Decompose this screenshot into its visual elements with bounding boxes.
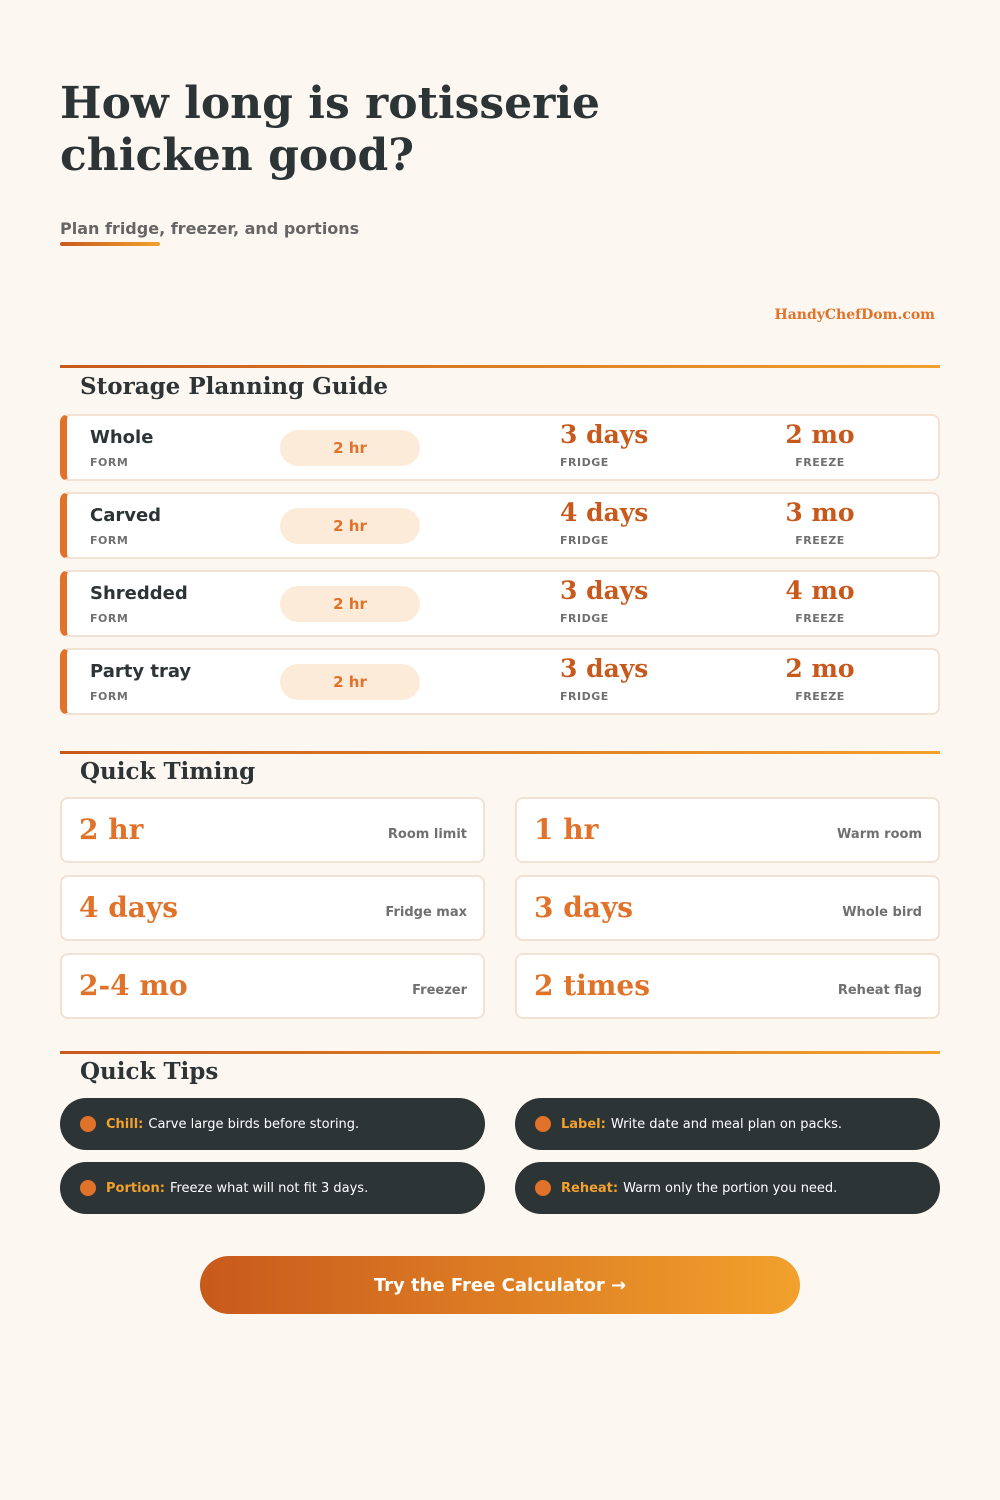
storage-row-whole [60, 414, 940, 481]
page-title: How long is rotisserie chicken good? [60, 78, 601, 181]
storage-section-divider [60, 365, 940, 368]
tip-label: Label: [561, 1116, 606, 1132]
tip-text: Carve large birds before storing. [148, 1116, 360, 1132]
form-label: FORM [90, 456, 129, 469]
fridge-label: FRIDGE [560, 690, 609, 703]
fridge-value: 4 days [560, 498, 649, 527]
timing-section-title: Quick Timing [80, 758, 256, 785]
timing-label: Fridge max [385, 905, 467, 920]
timing-value: 3 days [534, 891, 633, 924]
timing-value: 1 hr [534, 813, 599, 846]
tip-label: Reheat: [561, 1180, 619, 1196]
timing-label: Room limit [387, 827, 467, 842]
bullet-dot-icon [535, 1180, 551, 1196]
timing-card-freezer [60, 953, 485, 1019]
fridge-value: 3 days [560, 576, 649, 605]
form-name: Carved [90, 505, 162, 526]
timing-card-fridge-max [60, 875, 485, 941]
free-calculator-button[interactable]: Try the Free Calculator → [200, 1256, 800, 1314]
room-time-pill: 2 hr [280, 586, 420, 622]
form-label: FORM [90, 612, 129, 625]
freeze-label: FREEZE [795, 612, 845, 625]
timing-value: 2 times [534, 969, 651, 1002]
freeze-label: FREEZE [795, 690, 845, 703]
form-name: Shredded [90, 583, 188, 604]
fridge-label: FRIDGE [560, 456, 609, 469]
room-time-pill: 2 hr [280, 430, 420, 466]
room-time-pill: 2 hr [280, 664, 420, 700]
timing-card-warm-room [515, 797, 940, 863]
freeze-label: FREEZE [795, 456, 845, 469]
tip-label-packs [515, 1098, 940, 1150]
tips-section-divider [60, 1051, 940, 1054]
timing-label: Whole bird [842, 905, 922, 920]
fridge-value: 3 days [560, 654, 649, 683]
bullet-dot-icon [535, 1116, 551, 1132]
timing-label: Warm room [837, 827, 922, 842]
tip-label: Chill: [106, 1116, 144, 1132]
form-label: FORM [90, 534, 129, 547]
freeze-value: 4 mo [785, 576, 855, 605]
tips-section-title: Quick Tips [80, 1058, 219, 1085]
form-label: FORM [90, 690, 129, 703]
timing-card-whole-bird [515, 875, 940, 941]
subtitle-underline [60, 242, 160, 246]
fridge-label: FRIDGE [560, 534, 609, 547]
timing-value: 2-4 mo [79, 969, 188, 1002]
tip-text: Write date and meal plan on packs. [610, 1116, 843, 1132]
tip-label: Portion: [106, 1180, 165, 1196]
timing-label: Reheat flag [837, 983, 922, 998]
timing-label: Freezer [412, 983, 467, 998]
freeze-value: 2 mo [785, 420, 855, 449]
timing-value: 2 hr [79, 813, 144, 846]
tip-chill [60, 1098, 485, 1150]
tip-reheat [515, 1162, 940, 1214]
form-name: Party tray [90, 661, 192, 682]
brand-link[interactable]: HandyChefDom.com [774, 307, 935, 323]
room-time-pill: 2 hr [280, 508, 420, 544]
storage-row-party-tray [60, 648, 940, 715]
timing-value: 4 days [79, 891, 178, 924]
timing-section-divider [60, 751, 940, 754]
bullet-dot-icon [80, 1116, 96, 1132]
fridge-value: 3 days [560, 420, 649, 449]
fridge-label: FRIDGE [560, 612, 609, 625]
freeze-value: 2 mo [785, 654, 855, 683]
timing-card-room-limit [60, 797, 485, 863]
freeze-label: FREEZE [795, 534, 845, 547]
tip-portion [60, 1162, 485, 1214]
page-subtitle: Plan fridge, freezer, and portions [60, 219, 360, 238]
tip-text: Freeze what will not fit 3 days. [169, 1180, 369, 1196]
tips-grid [60, 1098, 940, 1214]
bullet-dot-icon [80, 1180, 96, 1196]
storage-row-carved [60, 492, 940, 559]
storage-row-shredded [60, 570, 940, 637]
storage-table [60, 414, 940, 726]
freeze-value: 3 mo [785, 498, 855, 527]
tip-text: Warm only the portion you need. [623, 1180, 838, 1196]
form-name: Whole [90, 427, 154, 448]
storage-section-title: Storage Planning Guide [80, 373, 389, 400]
timing-grid [60, 797, 940, 1019]
timing-card-reheat-flag [515, 953, 940, 1019]
